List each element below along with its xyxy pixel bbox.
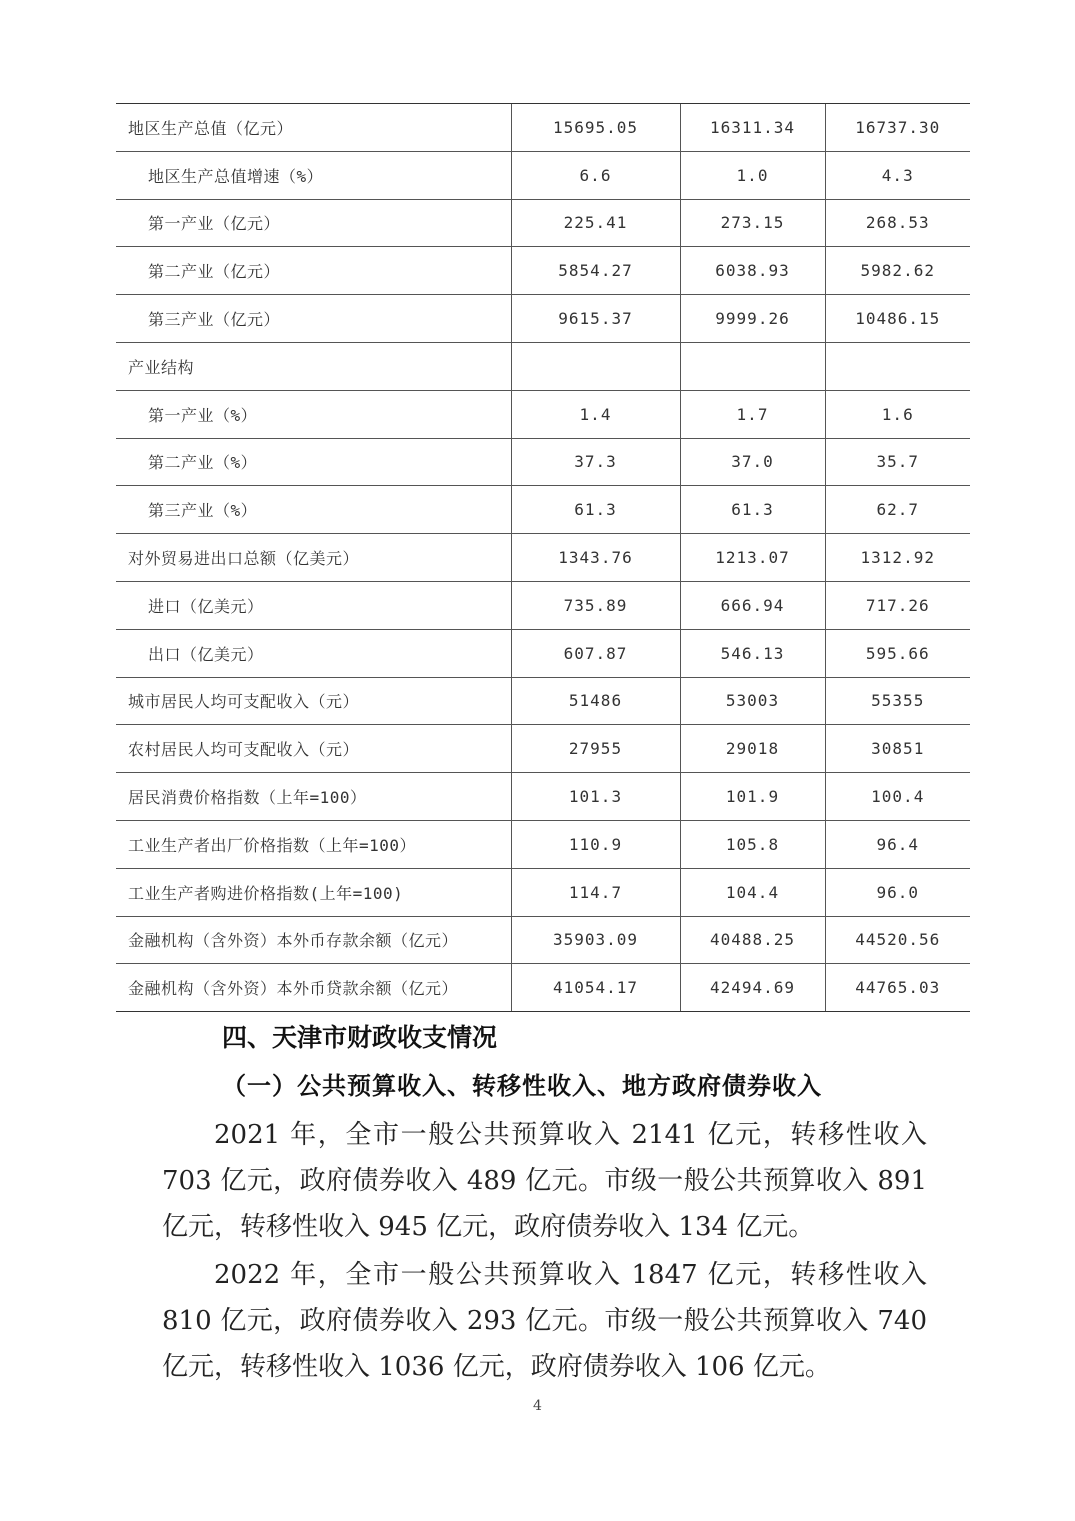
value-cell-v2: 546.13 [680, 629, 825, 677]
value-cell-v1: 6.6 [511, 151, 680, 199]
value-cell-v2: 53003 [680, 677, 825, 725]
row-label: 第二产业（亿元） [116, 247, 511, 295]
row-label: 地区生产总值（亿元） [116, 104, 511, 152]
value-cell-v2: 6038.93 [680, 247, 825, 295]
row-label: 第一产业（亿元） [116, 199, 511, 247]
table-row [116, 534, 970, 582]
table-row [116, 342, 970, 390]
table-row [116, 581, 970, 629]
row-label: 第一产业（%） [116, 390, 511, 438]
value-cell-v2: 1.0 [680, 151, 825, 199]
value-cell-v1: 101.3 [511, 773, 680, 821]
value-cell-v2: 42494.69 [680, 964, 825, 1012]
row-label: 农村居民人均可支配收入（元） [116, 725, 511, 773]
value-cell-v3: 10486.15 [825, 295, 970, 343]
table-row [116, 677, 970, 725]
value-cell-v2: 9999.26 [680, 295, 825, 343]
statistics-table-body [116, 104, 970, 1012]
value-cell-v2: 29018 [680, 725, 825, 773]
row-label: 金融机构（含外资）本外币存款余额（亿元） [116, 916, 511, 964]
value-cell-v3: 30851 [825, 725, 970, 773]
section-heading: 四、天津市财政收支情况 [222, 1023, 498, 1052]
value-cell-v1: 607.87 [511, 629, 680, 677]
value-cell-v1: 735.89 [511, 581, 680, 629]
value-cell-v3: 1.6 [825, 390, 970, 438]
value-cell-v3: 100.4 [825, 773, 970, 821]
value-cell-v1: 41054.17 [511, 964, 680, 1012]
value-cell-v2: 666.94 [680, 581, 825, 629]
table-row [116, 295, 970, 343]
value-cell-v2: 101.9 [680, 773, 825, 821]
value-cell-v3: 1312.92 [825, 534, 970, 582]
value-cell-v1 [511, 342, 680, 390]
value-cell-v1: 51486 [511, 677, 680, 725]
row-label: 第三产业（亿元） [116, 295, 511, 343]
table-row [116, 486, 970, 534]
value-cell-v1: 37.3 [511, 438, 680, 486]
value-cell-v3: 595.66 [825, 629, 970, 677]
value-cell-v1: 35903.09 [511, 916, 680, 964]
table-row [116, 199, 970, 247]
value-cell-v1: 1.4 [511, 390, 680, 438]
value-cell-v2: 16311.34 [680, 104, 825, 152]
paragraph-2022: 2022 年，全市一般公共预算收入 1847 亿元，转移性收入 810 亿元，政府债券收入 293 亿元。市级一般公共预算收入 740 亿元，转移性收入 1036 亿元，政府债券收入 106 亿元。 [162, 1260, 927, 1382]
value-cell-v2: 40488.25 [680, 916, 825, 964]
value-cell-v2 [680, 342, 825, 390]
value-cell-v3: 62.7 [825, 486, 970, 534]
value-cell-v3: 268.53 [825, 199, 970, 247]
table-row [116, 390, 970, 438]
value-cell-v3: 55355 [825, 677, 970, 725]
value-cell-v3: 4.3 [825, 151, 970, 199]
row-label: 地区生产总值增速（%） [116, 151, 511, 199]
table-row [116, 247, 970, 295]
value-cell-v2: 1.7 [680, 390, 825, 438]
value-cell-v1: 110.9 [511, 820, 680, 868]
value-cell-v3: 5982.62 [825, 247, 970, 295]
row-label: 产业结构 [116, 342, 511, 390]
table-row [116, 964, 970, 1012]
value-cell-v1: 61.3 [511, 486, 680, 534]
row-label: 对外贸易进出口总额（亿美元） [116, 534, 511, 582]
row-label: 工业生产者出厂价格指数（上年=100） [116, 820, 511, 868]
value-cell-v2: 273.15 [680, 199, 825, 247]
table-row [116, 151, 970, 199]
value-cell-v1: 5854.27 [511, 247, 680, 295]
row-label: 第二产业（%） [116, 438, 511, 486]
paragraph-2021: 2021 年，全市一般公共预算收入 2141 亿元，转移性收入 703 亿元，政府债券收入 489 亿元。市级一般公共预算收入 891 亿元，转移性收入 945 亿元，政府债券收入 134 亿元。 [162, 1120, 927, 1242]
value-cell-v3: 96.0 [825, 868, 970, 916]
row-label: 金融机构（含外资）本外币贷款余额（亿元） [116, 964, 511, 1012]
table-row [116, 438, 970, 486]
value-cell-v2: 104.4 [680, 868, 825, 916]
value-cell-v1: 225.41 [511, 199, 680, 247]
statistics-table [116, 103, 970, 1012]
table-row [116, 916, 970, 964]
table-row [116, 629, 970, 677]
value-cell-v3: 35.7 [825, 438, 970, 486]
value-cell-v3: 717.26 [825, 581, 970, 629]
table-row [116, 773, 970, 821]
row-label: 居民消费价格指数（上年=100） [116, 773, 511, 821]
value-cell-v1: 9615.37 [511, 295, 680, 343]
row-label: 出口（亿美元） [116, 629, 511, 677]
table-row [116, 725, 970, 773]
table-row [116, 104, 970, 152]
subsection-heading: （一）公共预算收入、转移性收入、地方政府债券收入 [222, 1072, 822, 1100]
table-row [116, 868, 970, 916]
value-cell-v2: 105.8 [680, 820, 825, 868]
row-label: 第三产业（%） [116, 486, 511, 534]
value-cell-v1: 15695.05 [511, 104, 680, 152]
value-cell-v2: 1213.07 [680, 534, 825, 582]
value-cell-v1: 114.7 [511, 868, 680, 916]
value-cell-v3: 44765.03 [825, 964, 970, 1012]
value-cell-v3: 44520.56 [825, 916, 970, 964]
table-row [116, 820, 970, 868]
page-number: 4 [533, 1398, 542, 1414]
value-cell-v3: 16737.30 [825, 104, 970, 152]
value-cell-v3 [825, 342, 970, 390]
value-cell-v2: 37.0 [680, 438, 825, 486]
value-cell-v1: 1343.76 [511, 534, 680, 582]
row-label: 进口（亿美元） [116, 581, 511, 629]
row-label: 城市居民人均可支配收入（元） [116, 677, 511, 725]
row-label: 工业生产者购进价格指数(上年=100) [116, 868, 511, 916]
value-cell-v1: 27955 [511, 725, 680, 773]
value-cell-v3: 96.4 [825, 820, 970, 868]
value-cell-v2: 61.3 [680, 486, 825, 534]
